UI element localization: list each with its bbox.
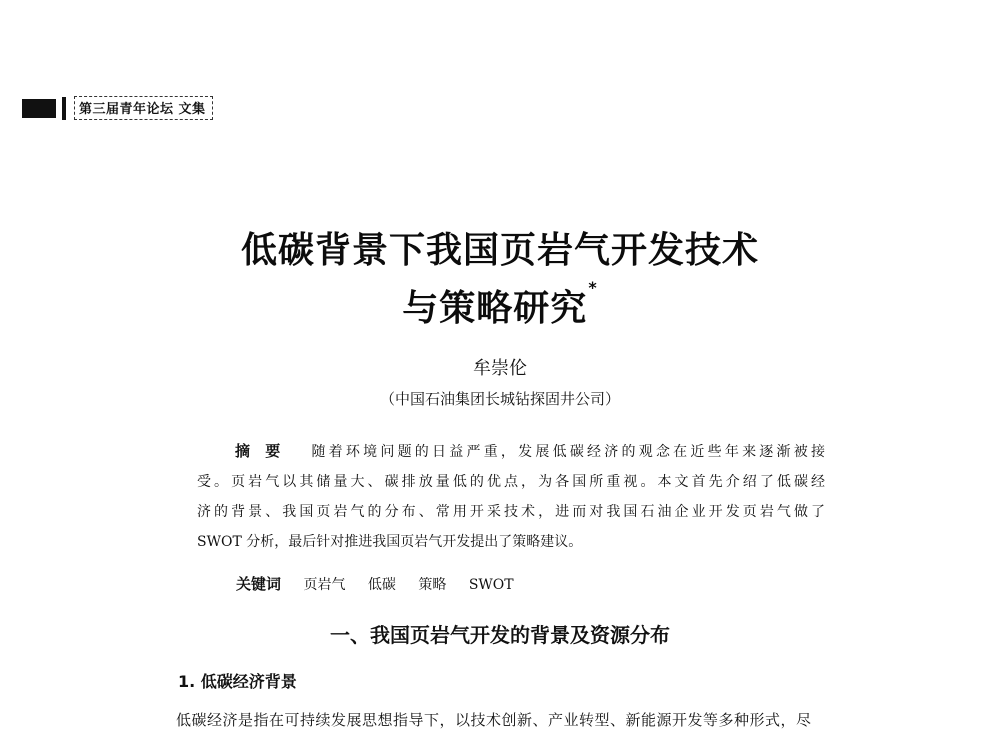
running-header-text: 第三届青年论坛 文集 — [74, 96, 213, 120]
keyword-item: 低碳 — [367, 577, 396, 593]
keywords — [236, 573, 532, 594]
abstract-line: SWOT 分析，最后针对推进我国页岩气开发提出了策略建议。 — [197, 534, 583, 550]
section-heading: 一、我国页岩气开发的背景及资源分布 — [330, 623, 670, 647]
keyword-item: 策略 — [418, 577, 447, 593]
title-footnote-mark: * — [588, 278, 598, 297]
header-black-bar — [62, 97, 66, 120]
title-line-1: 低碳背景下我国页岩气开发技术 — [240, 230, 759, 271]
keywords-label: 关键词 — [236, 575, 282, 593]
abstract-line: 受。页岩气以其储量大、碳排放量低的优点，为各国所重视。本文首先介绍了低碳经 — [197, 474, 825, 490]
title-line-2-text: 与策略研究 — [402, 288, 588, 329]
abstract-line — [197, 436, 825, 467]
body-text-line: 低碳经济是指在可持续发展思想指导下，以技术创新、产业转型、新能源开发等多种形式，尽 — [176, 711, 812, 729]
author-affiliation: （中国石油集团长城钻探固井公司） — [379, 390, 620, 408]
abstract — [197, 436, 825, 557]
header-black-block — [22, 99, 56, 118]
abstract-line-1-text: 随着环境问题的日益严重，发展低碳经济的观念在近些年来逐渐被接 — [311, 444, 825, 460]
keyword-item: 页岩气 — [303, 577, 346, 593]
subsection-heading: 1. 低碳经济背景 — [178, 672, 297, 691]
keyword-item: SWOT — [468, 577, 514, 593]
running-header — [22, 95, 213, 121]
author-name: 牟崇伦 — [473, 358, 527, 379]
abstract-label: 摘要 — [235, 442, 296, 460]
title-line-2 — [0, 280, 1000, 331]
abstract-line: 济的背景、我国页岩气的分布、常用开采技术，进而对我国石油企业开发页岩气做了 — [197, 504, 825, 520]
